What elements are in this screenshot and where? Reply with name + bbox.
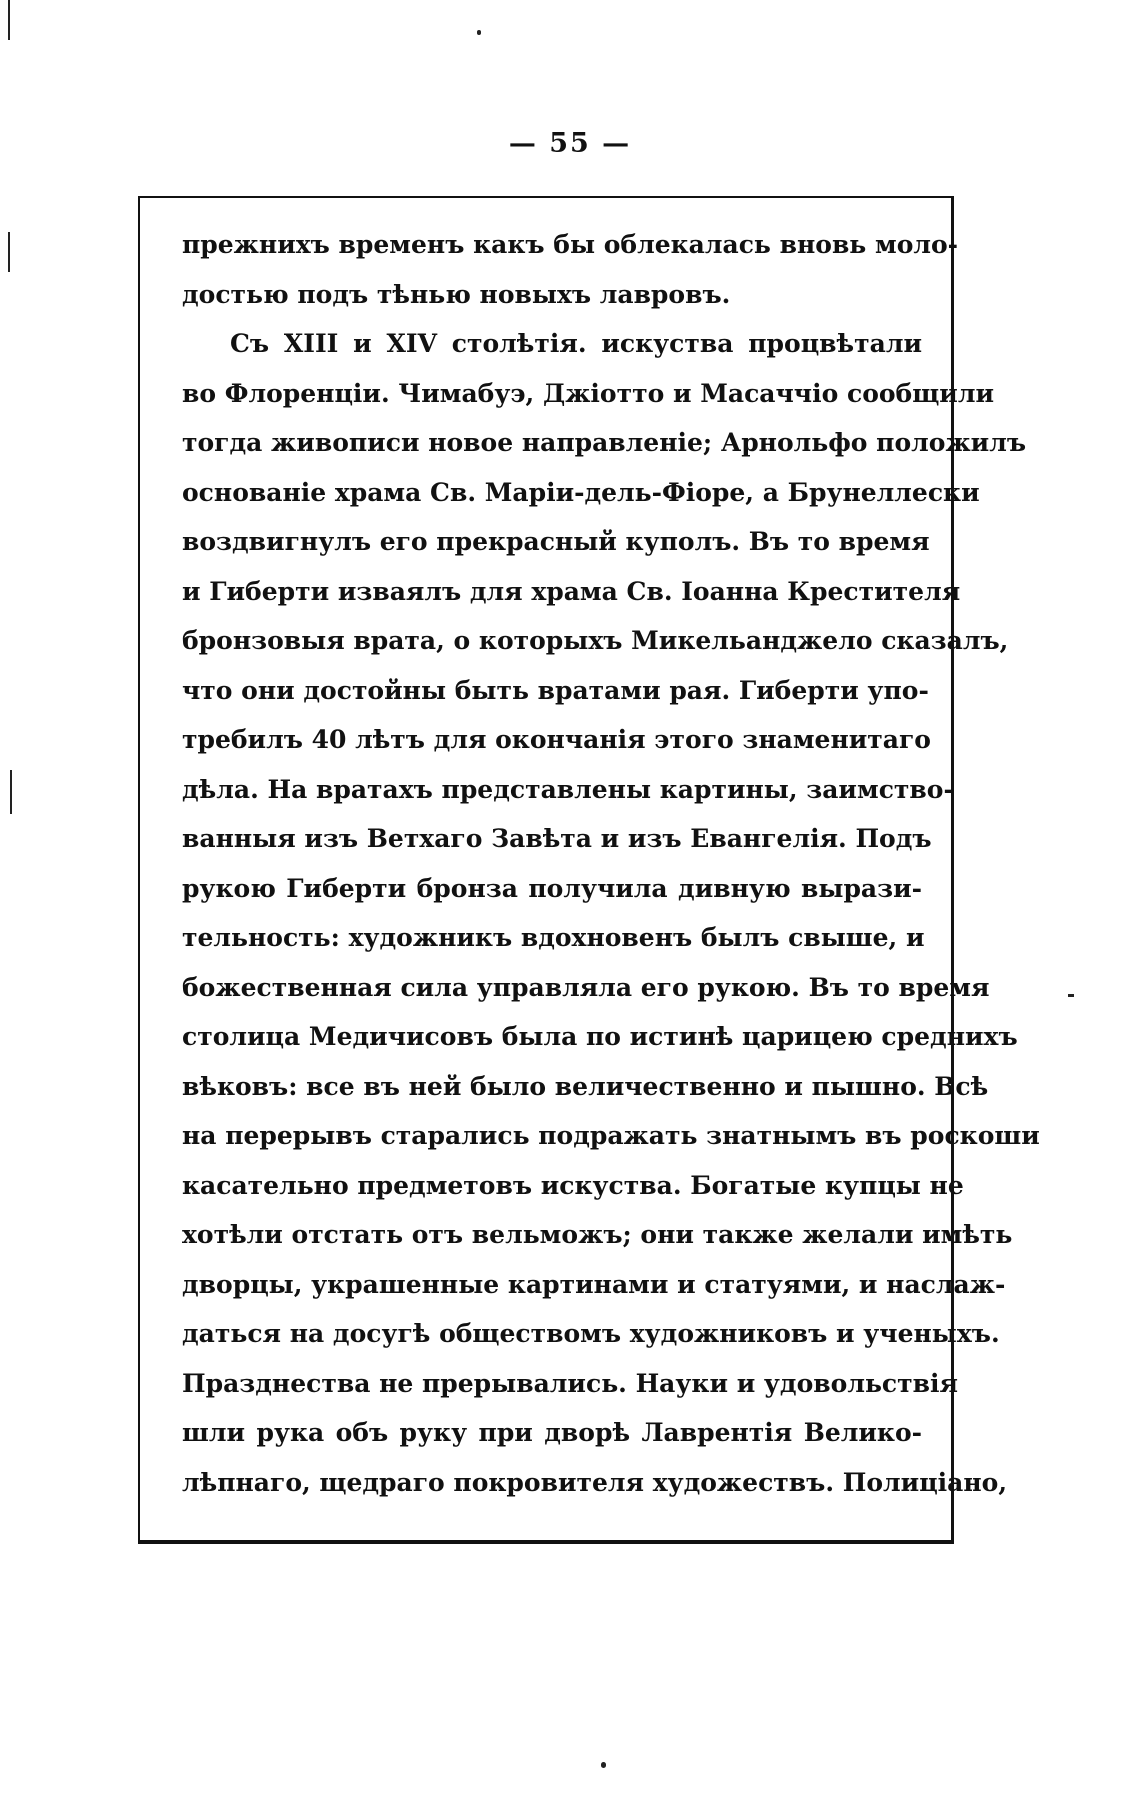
- scan-speck: [8, 232, 10, 272]
- scan-speck: [1068, 994, 1074, 997]
- text-line: шли рука объ руку при дворѣ Лаврентія Велико-: [182, 1418, 922, 1447]
- text-line: прежнихъ временъ какъ бы облекалась вновь моло-: [182, 230, 959, 259]
- text-line: воздвигнулъ его прекрасный куполъ. Въ то время: [182, 527, 930, 556]
- text-line: основаніе храма Св. Маріи-дель-Фіоре, а Брунеллески: [182, 477, 980, 507]
- text-line: во Флоренціи. Чимабуэ, Джіотто и Масаччіо сообщили: [182, 378, 994, 408]
- text-line: столица Медичисовъ была по истинѣ царицею среднихъ: [182, 1022, 1018, 1051]
- text-line: рукою Гиберти бронза получила дивную вырази-: [182, 873, 922, 903]
- scan-speck: [8, 0, 10, 40]
- text-line: что они достойны быть вратами рая. Гиберти упо-: [182, 675, 929, 705]
- text-line: вѣковъ: все въ ней было величественно и пышно. Всѣ: [182, 1071, 989, 1101]
- text-line: бронзовыя врата, о которыхъ Микельанджело сказалъ,: [182, 626, 1009, 655]
- text-line: дѣла. На вратахъ представлены картины, заимство-: [182, 774, 954, 804]
- text-line: требилъ 40 лѣтъ для окончанія этого знаменитаго: [182, 725, 931, 754]
- body-text: [182, 220, 1040, 1507]
- text-line: на перерывъ старались подражать знатнымъ въ роскоши: [182, 1121, 1040, 1150]
- page-number: — 55 —: [508, 128, 632, 159]
- text-line: тогда живописи новое направленіе; Арнольфо положилъ: [182, 428, 1027, 457]
- text-line: лѣпнаго, щедраго покровителя художествъ. Полиціано,: [182, 1467, 1008, 1497]
- text-line: Празднества не прерывались. Науки и удовольствія: [182, 1368, 958, 1398]
- scan-speck: [477, 30, 481, 35]
- text-line: тельность: художникъ вдохновенъ былъ свыше, и: [182, 923, 925, 952]
- scan-speck: [601, 1762, 606, 1768]
- text-line: божественная сила управляла его рукою. Въ то время: [182, 972, 990, 1002]
- text-line: Съ XIII и XIV столѣтія. искуства процвѣтали: [230, 329, 922, 358]
- text-line: дворцы, украшенные картинами и статуями, и наслаж-: [182, 1269, 1006, 1299]
- text-line: хотѣли отстать отъ вельможъ; они также желали имѣть: [182, 1220, 1013, 1249]
- text-line: достью подъ тѣнью новыхъ лавровъ.: [182, 279, 731, 309]
- text-line: касательно предметовъ искуства. Богатые купцы не: [182, 1170, 964, 1200]
- text-line: даться на досугѣ обществомъ художниковъ и ученыхъ.: [182, 1319, 1000, 1348]
- scan-speck: [10, 770, 12, 814]
- text-line: ванныя изъ Ветхаго Завѣта и изъ Евангелія. Подъ: [182, 824, 932, 853]
- text-line: и Гиберти изваялъ для храма Св. Іоанна Крестителя: [182, 576, 961, 606]
